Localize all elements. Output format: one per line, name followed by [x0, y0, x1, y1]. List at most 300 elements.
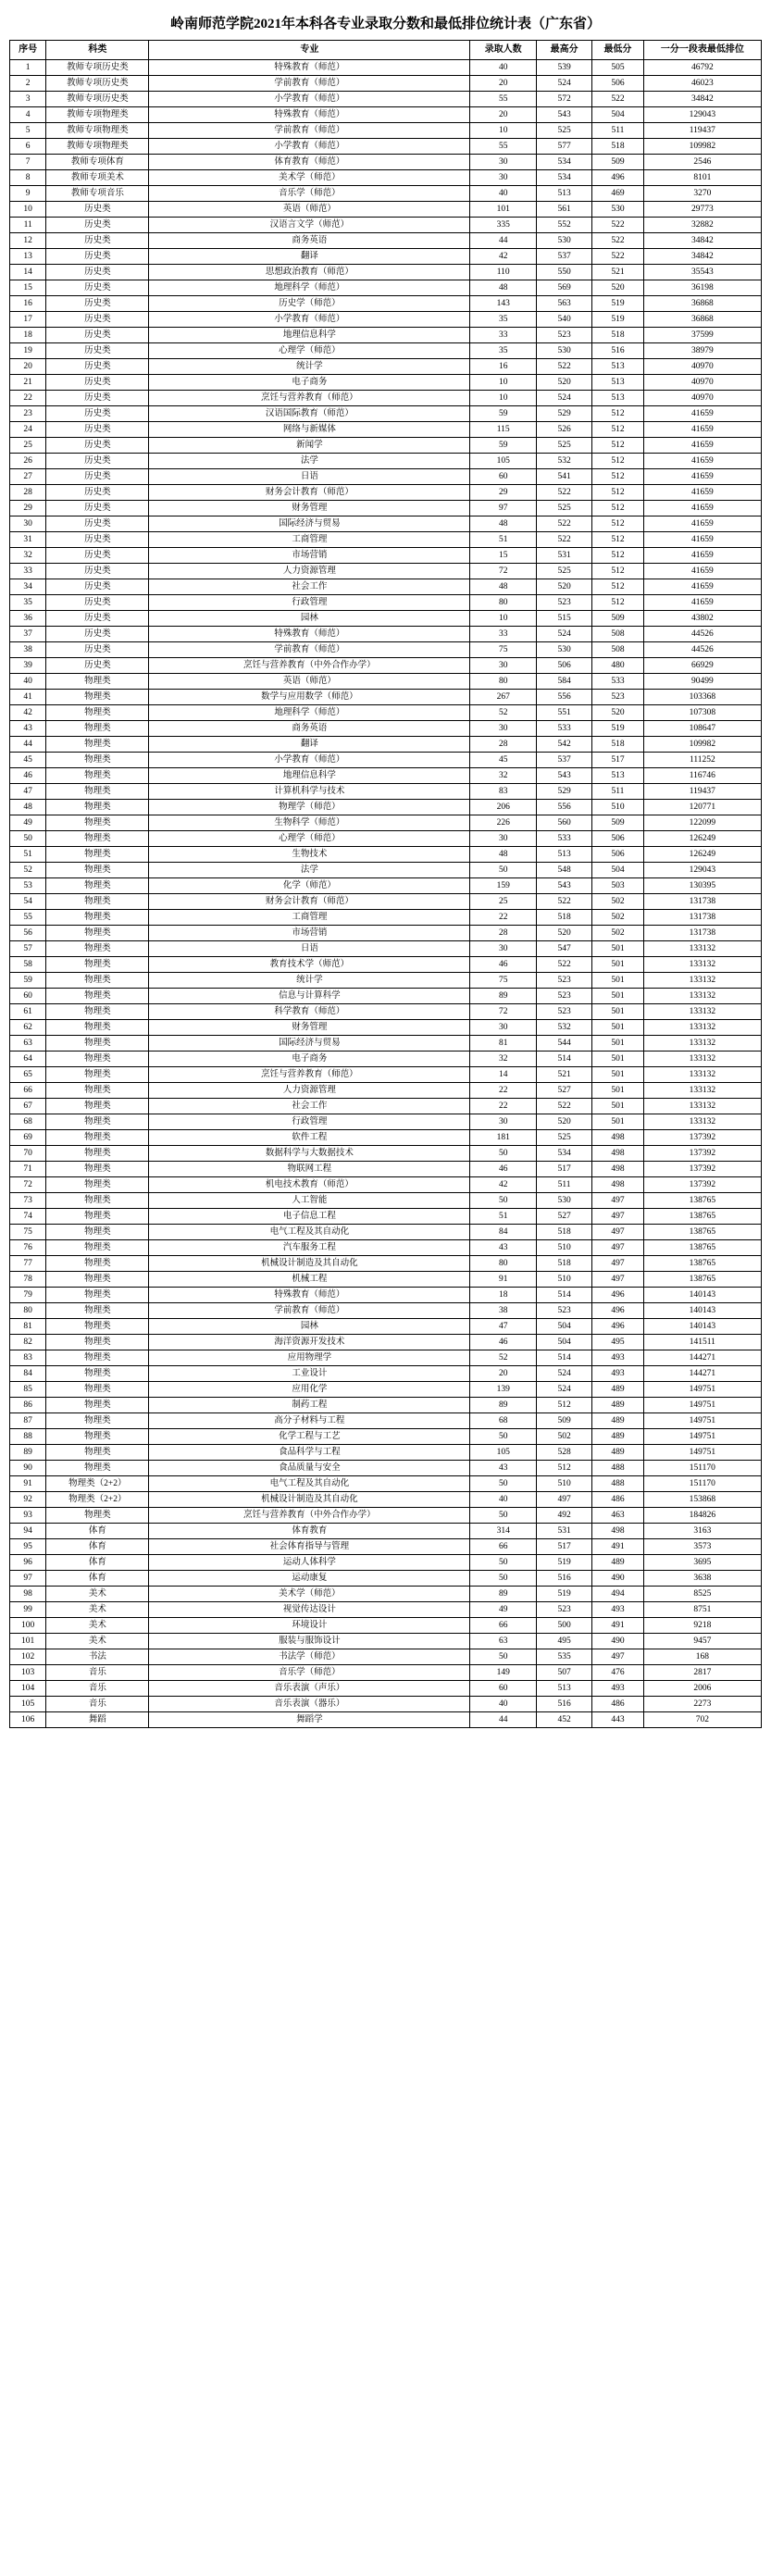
table-row — [10, 1067, 762, 1083]
table-row — [10, 328, 762, 343]
cell-min-score: 491 — [592, 1618, 644, 1634]
cell-index: 103 — [10, 1665, 46, 1681]
cell-max-score: 523 — [537, 1602, 592, 1618]
table-row — [10, 1193, 762, 1209]
cell-min-score: 497 — [592, 1193, 644, 1209]
cell-admitted-count: 149 — [470, 1665, 537, 1681]
cell-min-rank: 149751 — [643, 1429, 761, 1445]
cell-category: 物理类 — [46, 737, 149, 753]
cell-major: 商务英语 — [149, 233, 470, 249]
cell-major: 社会工作 — [149, 579, 470, 595]
cell-admitted-count: 14 — [470, 1067, 537, 1083]
cell-major: 美术学（师范） — [149, 170, 470, 186]
cell-min-rank: 44526 — [643, 642, 761, 658]
table-row — [10, 737, 762, 753]
cell-major: 烹饪与营养教育（中外合作办学） — [149, 658, 470, 674]
cell-min-score: 501 — [592, 1052, 644, 1067]
cell-min-rank: 2006 — [643, 1681, 761, 1697]
table-row — [10, 1697, 762, 1712]
cell-min-score: 489 — [592, 1413, 644, 1429]
cell-category: 物理类 — [46, 690, 149, 705]
cell-min-rank: 46792 — [643, 60, 761, 76]
cell-max-score: 522 — [537, 359, 592, 375]
column-header-major: 专业 — [149, 41, 470, 60]
cell-min-score: 489 — [592, 1445, 644, 1461]
cell-category: 物理类 — [46, 1272, 149, 1288]
cell-admitted-count: 101 — [470, 202, 537, 218]
cell-admitted-count: 48 — [470, 579, 537, 595]
cell-index: 71 — [10, 1162, 46, 1177]
cell-min-rank: 131738 — [643, 894, 761, 910]
cell-index: 101 — [10, 1634, 46, 1649]
cell-max-score: 510 — [537, 1240, 592, 1256]
cell-min-score: 495 — [592, 1335, 644, 1350]
cell-index: 62 — [10, 1020, 46, 1036]
cell-min-score: 512 — [592, 422, 644, 438]
cell-min-rank: 130395 — [643, 878, 761, 894]
cell-admitted-count: 110 — [470, 265, 537, 280]
cell-category: 物理类 — [46, 800, 149, 815]
cell-index: 26 — [10, 454, 46, 469]
cell-index: 91 — [10, 1476, 46, 1492]
cell-index: 95 — [10, 1539, 46, 1555]
table-row — [10, 1162, 762, 1177]
cell-index: 53 — [10, 878, 46, 894]
cell-min-rank: 38979 — [643, 343, 761, 359]
cell-max-score: 522 — [537, 894, 592, 910]
cell-max-score: 569 — [537, 280, 592, 296]
cell-category: 物理类 — [46, 863, 149, 878]
cell-max-score: 523 — [537, 595, 592, 611]
cell-min-score: 497 — [592, 1256, 644, 1272]
cell-min-score: 511 — [592, 784, 644, 800]
cell-admitted-count: 59 — [470, 406, 537, 422]
cell-index: 82 — [10, 1335, 46, 1350]
table-row — [10, 218, 762, 233]
table-row — [10, 532, 762, 548]
cell-min-score: 490 — [592, 1571, 644, 1587]
cell-min-rank: 9457 — [643, 1634, 761, 1649]
cell-major: 园林 — [149, 611, 470, 627]
table-row — [10, 579, 762, 595]
cell-index: 9 — [10, 186, 46, 202]
cell-min-rank: 119437 — [643, 123, 761, 139]
cell-min-score: 512 — [592, 406, 644, 422]
cell-admitted-count: 46 — [470, 1335, 537, 1350]
cell-min-score: 501 — [592, 1083, 644, 1099]
cell-category: 物理类 — [46, 1130, 149, 1146]
cell-category: 教师专项美术 — [46, 170, 149, 186]
cell-major: 信息与计算科学 — [149, 989, 470, 1004]
table-row — [10, 1587, 762, 1602]
cell-category: 教师专项物理类 — [46, 123, 149, 139]
cell-min-score: 497 — [592, 1209, 644, 1225]
cell-category: 物理类 — [46, 1461, 149, 1476]
cell-index: 64 — [10, 1052, 46, 1067]
cell-min-rank: 144271 — [643, 1366, 761, 1382]
cell-max-score: 519 — [537, 1587, 592, 1602]
cell-major: 日语 — [149, 941, 470, 957]
cell-min-score: 505 — [592, 60, 644, 76]
cell-major: 财务会计教育（师范） — [149, 485, 470, 501]
cell-min-score: 497 — [592, 1272, 644, 1288]
cell-min-rank: 133132 — [643, 989, 761, 1004]
table-row — [10, 1350, 762, 1366]
table-row — [10, 1429, 762, 1445]
cell-index: 81 — [10, 1319, 46, 1335]
cell-index: 40 — [10, 674, 46, 690]
cell-max-score: 523 — [537, 328, 592, 343]
cell-index: 87 — [10, 1413, 46, 1429]
table-row — [10, 1004, 762, 1020]
table-row — [10, 186, 762, 202]
table-row — [10, 107, 762, 123]
cell-major: 化学（师范） — [149, 878, 470, 894]
cell-index: 104 — [10, 1681, 46, 1697]
cell-index: 19 — [10, 343, 46, 359]
table-row — [10, 721, 762, 737]
cell-index: 38 — [10, 642, 46, 658]
cell-major: 化学工程与工艺 — [149, 1429, 470, 1445]
cell-max-score: 518 — [537, 1225, 592, 1240]
cell-min-score: 509 — [592, 611, 644, 627]
cell-index: 77 — [10, 1256, 46, 1272]
cell-category: 历史类 — [46, 328, 149, 343]
cell-index: 49 — [10, 815, 46, 831]
table-row — [10, 1602, 762, 1618]
cell-min-rank: 168 — [643, 1649, 761, 1665]
table-row — [10, 406, 762, 422]
cell-max-score: 522 — [537, 516, 592, 532]
cell-major: 翻译 — [149, 737, 470, 753]
cell-major: 生物科学（师范） — [149, 815, 470, 831]
cell-admitted-count: 44 — [470, 233, 537, 249]
cell-major: 商务英语 — [149, 721, 470, 737]
cell-category: 体育 — [46, 1555, 149, 1571]
cell-index: 44 — [10, 737, 46, 753]
cell-admitted-count: 50 — [470, 863, 537, 878]
cell-major: 人力资源管理 — [149, 1083, 470, 1099]
cell-category: 物理类 — [46, 941, 149, 957]
cell-category: 历史类 — [46, 454, 149, 469]
cell-category: 物理类 — [46, 1240, 149, 1256]
cell-max-score: 525 — [537, 123, 592, 139]
cell-max-score: 530 — [537, 642, 592, 658]
cell-min-score: 488 — [592, 1461, 644, 1476]
cell-category: 音乐 — [46, 1665, 149, 1681]
cell-max-score: 537 — [537, 249, 592, 265]
cell-min-rank: 41659 — [643, 579, 761, 595]
table-row — [10, 1114, 762, 1130]
cell-min-rank: 44526 — [643, 627, 761, 642]
cell-major: 书法学（师范） — [149, 1649, 470, 1665]
cell-min-rank: 109982 — [643, 737, 761, 753]
cell-admitted-count: 97 — [470, 501, 537, 516]
cell-major: 学前教育（师范） — [149, 123, 470, 139]
cell-category: 历史类 — [46, 249, 149, 265]
cell-index: 94 — [10, 1524, 46, 1539]
cell-max-score: 500 — [537, 1618, 592, 1634]
table-row — [10, 957, 762, 973]
cell-major: 机械设计制造及其自动化 — [149, 1492, 470, 1508]
cell-admitted-count: 59 — [470, 438, 537, 454]
cell-category: 教师专项历史类 — [46, 76, 149, 92]
cell-admitted-count: 63 — [470, 1634, 537, 1649]
cell-index: 51 — [10, 847, 46, 863]
admission-score-table — [9, 40, 762, 1728]
cell-max-score: 527 — [537, 1083, 592, 1099]
cell-index: 6 — [10, 139, 46, 155]
cell-admitted-count: 143 — [470, 296, 537, 312]
table-row — [10, 1382, 762, 1398]
cell-category: 物理类 — [46, 973, 149, 989]
cell-max-score: 520 — [537, 375, 592, 391]
table-row — [10, 1036, 762, 1052]
cell-max-score: 523 — [537, 1004, 592, 1020]
cell-min-score: 522 — [592, 92, 644, 107]
cell-major: 服装与服饰设计 — [149, 1634, 470, 1649]
cell-category: 历史类 — [46, 280, 149, 296]
cell-min-score: 513 — [592, 391, 644, 406]
cell-category: 历史类 — [46, 359, 149, 375]
cell-index: 52 — [10, 863, 46, 878]
cell-min-score: 519 — [592, 721, 644, 737]
cell-admitted-count: 35 — [470, 312, 537, 328]
table-row — [10, 910, 762, 926]
cell-min-rank: 34842 — [643, 92, 761, 107]
cell-category: 体育 — [46, 1524, 149, 1539]
cell-max-score: 517 — [537, 1162, 592, 1177]
table-row — [10, 705, 762, 721]
cell-min-rank: 3638 — [643, 1571, 761, 1587]
cell-max-score: 512 — [537, 1461, 592, 1476]
cell-min-score: 512 — [592, 516, 644, 532]
cell-major: 新闻学 — [149, 438, 470, 454]
cell-min-rank: 9218 — [643, 1618, 761, 1634]
cell-category: 历史类 — [46, 265, 149, 280]
cell-index: 89 — [10, 1445, 46, 1461]
cell-category: 历史类 — [46, 296, 149, 312]
cell-min-rank: 41659 — [643, 422, 761, 438]
cell-major: 电子信息工程 — [149, 1209, 470, 1225]
table-row — [10, 1398, 762, 1413]
cell-min-score: 493 — [592, 1681, 644, 1697]
cell-admitted-count: 40 — [470, 1492, 537, 1508]
cell-min-rank: 133132 — [643, 1114, 761, 1130]
cell-major: 软件工程 — [149, 1130, 470, 1146]
cell-index: 32 — [10, 548, 46, 564]
cell-major: 音乐表演（声乐） — [149, 1681, 470, 1697]
cell-admitted-count: 55 — [470, 92, 537, 107]
cell-major: 国际经济与贸易 — [149, 516, 470, 532]
cell-category: 历史类 — [46, 642, 149, 658]
cell-max-score: 542 — [537, 737, 592, 753]
table-row — [10, 863, 762, 878]
cell-max-score: 533 — [537, 721, 592, 737]
cell-index: 90 — [10, 1461, 46, 1476]
cell-max-score: 556 — [537, 690, 592, 705]
cell-index: 11 — [10, 218, 46, 233]
cell-category: 历史类 — [46, 627, 149, 642]
cell-min-score: 489 — [592, 1555, 644, 1571]
table-row — [10, 1099, 762, 1114]
cell-admitted-count: 105 — [470, 1445, 537, 1461]
table-row — [10, 674, 762, 690]
cell-major: 物理学（师范） — [149, 800, 470, 815]
cell-min-rank: 138765 — [643, 1209, 761, 1225]
cell-min-rank: 137392 — [643, 1130, 761, 1146]
cell-index: 13 — [10, 249, 46, 265]
table-row — [10, 1240, 762, 1256]
cell-min-rank: 108647 — [643, 721, 761, 737]
table-row — [10, 1319, 762, 1335]
table-row — [10, 926, 762, 941]
cell-major: 体育教育（师范） — [149, 155, 470, 170]
cell-major: 电子商务 — [149, 375, 470, 391]
cell-max-score: 525 — [537, 564, 592, 579]
cell-admitted-count: 50 — [470, 1193, 537, 1209]
table-row — [10, 784, 762, 800]
cell-major: 教育技术学（师范） — [149, 957, 470, 973]
cell-max-score: 560 — [537, 815, 592, 831]
cell-min-score: 517 — [592, 753, 644, 768]
cell-admitted-count: 42 — [470, 249, 537, 265]
cell-index: 73 — [10, 1193, 46, 1209]
table-row — [10, 1083, 762, 1099]
cell-admitted-count: 50 — [470, 1508, 537, 1524]
cell-max-score: 550 — [537, 265, 592, 280]
table-row — [10, 1539, 762, 1555]
column-header-min-score: 最低分 — [592, 41, 644, 60]
cell-min-score: 518 — [592, 139, 644, 155]
cell-major: 历史学（师范） — [149, 296, 470, 312]
cell-major: 心理学（师范） — [149, 831, 470, 847]
table-row — [10, 1146, 762, 1162]
cell-index: 61 — [10, 1004, 46, 1020]
cell-min-score: 512 — [592, 438, 644, 454]
cell-min-rank: 2546 — [643, 155, 761, 170]
cell-max-score: 523 — [537, 1303, 592, 1319]
table-row — [10, 815, 762, 831]
table-row — [10, 800, 762, 815]
cell-max-score: 507 — [537, 1665, 592, 1681]
cell-category: 物理类 — [46, 1193, 149, 1209]
cell-max-score: 522 — [537, 957, 592, 973]
cell-min-rank: 141511 — [643, 1335, 761, 1350]
cell-index: 55 — [10, 910, 46, 926]
cell-admitted-count: 30 — [470, 155, 537, 170]
cell-min-score: 512 — [592, 579, 644, 595]
table-row — [10, 627, 762, 642]
cell-major: 地理信息科学 — [149, 328, 470, 343]
cell-min-score: 498 — [592, 1162, 644, 1177]
page-title: 岭南师范学院2021年本科各专业录取分数和最低排位统计表（广东省） — [169, 17, 601, 31]
cell-admitted-count: 51 — [470, 1209, 537, 1225]
cell-index: 93 — [10, 1508, 46, 1524]
cell-major: 烹饪与营养教育（中外合作办学） — [149, 1508, 470, 1524]
cell-min-rank: 137392 — [643, 1162, 761, 1177]
cell-major: 学前教育（师范） — [149, 642, 470, 658]
cell-major: 地理信息科学 — [149, 768, 470, 784]
cell-min-rank: 3695 — [643, 1555, 761, 1571]
cell-min-score: 512 — [592, 454, 644, 469]
cell-min-rank: 41659 — [643, 406, 761, 422]
cell-min-score: 504 — [592, 863, 644, 878]
cell-admitted-count: 32 — [470, 1052, 537, 1067]
cell-admitted-count: 46 — [470, 1162, 537, 1177]
cell-min-score: 521 — [592, 265, 644, 280]
cell-major: 行政管理 — [149, 595, 470, 611]
cell-min-rank: 133132 — [643, 1020, 761, 1036]
table-row — [10, 1209, 762, 1225]
table-row — [10, 76, 762, 92]
cell-major: 食品质量与安全 — [149, 1461, 470, 1476]
cell-category: 音乐 — [46, 1681, 149, 1697]
cell-min-score: 488 — [592, 1476, 644, 1492]
cell-max-score: 531 — [537, 1524, 592, 1539]
cell-major: 学前教育（师范） — [149, 76, 470, 92]
table-row — [10, 548, 762, 564]
cell-category: 音乐 — [46, 1697, 149, 1712]
cell-major: 思想政治教育（师范） — [149, 265, 470, 280]
cell-admitted-count: 44 — [470, 1712, 537, 1728]
cell-max-score: 495 — [537, 1634, 592, 1649]
cell-category: 物理类 — [46, 1225, 149, 1240]
cell-index: 23 — [10, 406, 46, 422]
cell-min-score: 501 — [592, 941, 644, 957]
cell-category: 教师专项体育 — [46, 155, 149, 170]
cell-admitted-count: 30 — [470, 170, 537, 186]
cell-max-score: 561 — [537, 202, 592, 218]
cell-major: 音乐学（师范） — [149, 1665, 470, 1681]
table-row — [10, 642, 762, 658]
cell-category: 物理类 — [46, 1319, 149, 1335]
table-row — [10, 454, 762, 469]
cell-min-score: 512 — [592, 485, 644, 501]
cell-major: 美术学（师范） — [149, 1587, 470, 1602]
cell-admitted-count: 50 — [470, 1555, 537, 1571]
table-row — [10, 469, 762, 485]
cell-min-score: 493 — [592, 1366, 644, 1382]
cell-admitted-count: 28 — [470, 737, 537, 753]
cell-major: 心理学（师范） — [149, 343, 470, 359]
cell-major: 机械设计制造及其自动化 — [149, 1256, 470, 1272]
cell-min-rank: 140143 — [643, 1303, 761, 1319]
table-row — [10, 1413, 762, 1429]
table-row — [10, 438, 762, 454]
cell-major: 科学教育（师范） — [149, 1004, 470, 1020]
cell-max-score: 541 — [537, 469, 592, 485]
cell-max-score: 516 — [537, 1697, 592, 1712]
cell-min-rank: 116746 — [643, 768, 761, 784]
cell-index: 36 — [10, 611, 46, 627]
cell-index: 65 — [10, 1067, 46, 1083]
cell-admitted-count: 81 — [470, 1036, 537, 1052]
cell-min-rank: 138765 — [643, 1272, 761, 1288]
cell-min-score: 496 — [592, 1288, 644, 1303]
table-row — [10, 1020, 762, 1036]
cell-major: 机电技术教育（师范） — [149, 1177, 470, 1193]
cell-max-score: 528 — [537, 1445, 592, 1461]
table-row — [10, 1492, 762, 1508]
table-row — [10, 1555, 762, 1571]
cell-max-score: 504 — [537, 1335, 592, 1350]
cell-admitted-count: 25 — [470, 894, 537, 910]
cell-min-score: 486 — [592, 1492, 644, 1508]
cell-min-rank: 66929 — [643, 658, 761, 674]
cell-max-score: 525 — [537, 1130, 592, 1146]
cell-max-score: 530 — [537, 343, 592, 359]
